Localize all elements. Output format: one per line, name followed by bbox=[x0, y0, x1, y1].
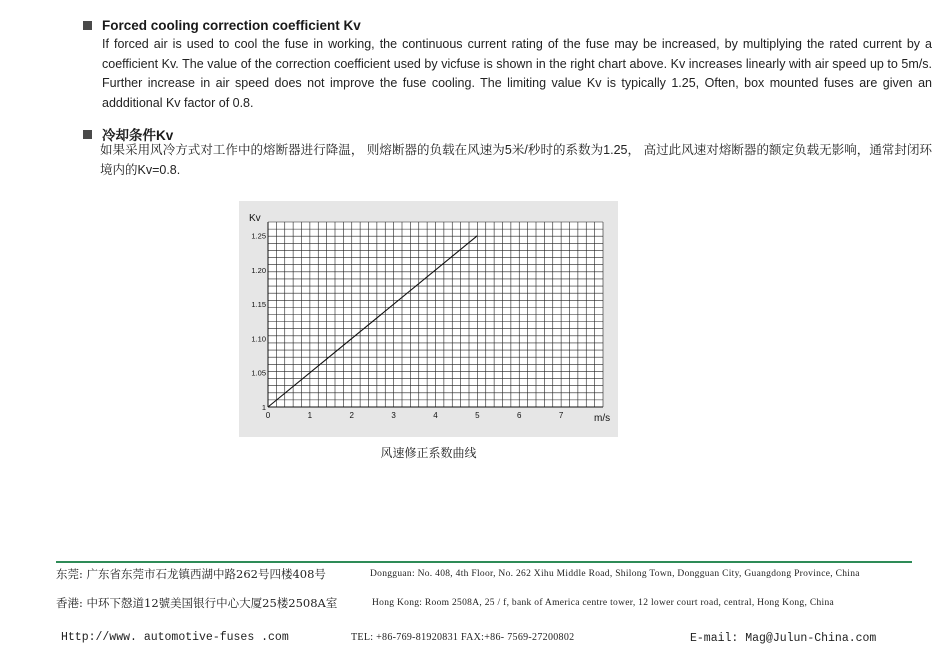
x-tick-label: 4 bbox=[433, 411, 438, 420]
footer-dongguan-cn: 东莞: 广东省东莞市石龙镇西湖中路262号四楼408号 bbox=[56, 567, 326, 581]
x-tick-label: 6 bbox=[517, 411, 522, 420]
heading-forced-cooling bbox=[83, 18, 361, 33]
footer-website-link[interactable]: Http://www. automotive-fuses .com bbox=[61, 631, 289, 644]
x-tick-label: 7 bbox=[558, 411, 564, 420]
x-tick-label: 0 bbox=[265, 411, 271, 420]
square-bullet-icon bbox=[83, 21, 92, 30]
y-axis-title: Kv bbox=[249, 213, 261, 224]
x-tick-label: 5 bbox=[475, 411, 480, 420]
y-tick-label: 1.20 bbox=[251, 265, 266, 275]
y-tick-label: 1.05 bbox=[251, 368, 266, 378]
footer-hongkong-en: Hong Kong: Room 2508A, 25 / f, bank of America centre tower, 12 lower court road, central, Hong Kong, China bbox=[372, 598, 835, 608]
footer-divider bbox=[56, 561, 912, 563]
footer-hongkong-cn: 香港: 中环下慤道12號美国银行中心大厦25楼2508A室 bbox=[56, 596, 338, 610]
kv-chart bbox=[239, 201, 618, 437]
footer-tel-fax: TEL: +86-769-81920831 FAX:+86- 7569-27200802 bbox=[351, 632, 575, 643]
heading-forced-cooling-text: Forced cooling correction coefficient Kv bbox=[102, 18, 361, 33]
paragraph-cooling-cn: 如果采用风冷方式对工作中的熔断器进行降温， 则熔断器的负载在风速为5米/秒时的系数为1.25， 高过此风速对熔断器的额定负载无影响，通常封闭环境内的Kv=0.8. bbox=[100, 143, 932, 177]
x-tick-label: 1 bbox=[307, 411, 313, 420]
chart-caption: 风速修正系数曲线 bbox=[380, 446, 477, 460]
square-bullet-icon bbox=[83, 130, 92, 139]
footer-dongguan-en: Dongguan: No. 408, 4th Floor, No. 262 Xihu Middle Road, Shilong Town, Dongguan City, Guangdong Province, China bbox=[370, 569, 860, 579]
y-tick-label: 1 bbox=[261, 403, 266, 412]
y-tick-label: 1.10 bbox=[251, 334, 266, 344]
footer-email-link[interactable]: E-mail: Mag@Julun-China.com bbox=[690, 632, 877, 645]
y-tick-label: 1.25 bbox=[251, 231, 266, 241]
y-tick-label: 1.15 bbox=[251, 300, 266, 310]
x-tick-label: 2 bbox=[349, 411, 354, 420]
x-axis-title: m/s bbox=[594, 413, 611, 424]
paragraph-forced-cooling: If forced air is used to cool the fuse in working, the continuous current rating of the fuse may be increased, by multiplying the rated current by a coefficient Kv. The value of the correction coefficient used by vicfuse is shown in the right chart above. Kv increases linearly with air speed up to 5m/s. Further increase in air speed does not improve the fuse cooling. The limiting value Kv is typically 1.25, Often, box mounted fuses are given an addditional Kv factor of 0.8. bbox=[102, 37, 932, 110]
kv-chart-panel bbox=[239, 201, 618, 437]
x-tick-label: 3 bbox=[391, 411, 396, 420]
heading-cooling-cn-text: 冷却条件Kv bbox=[102, 128, 174, 143]
